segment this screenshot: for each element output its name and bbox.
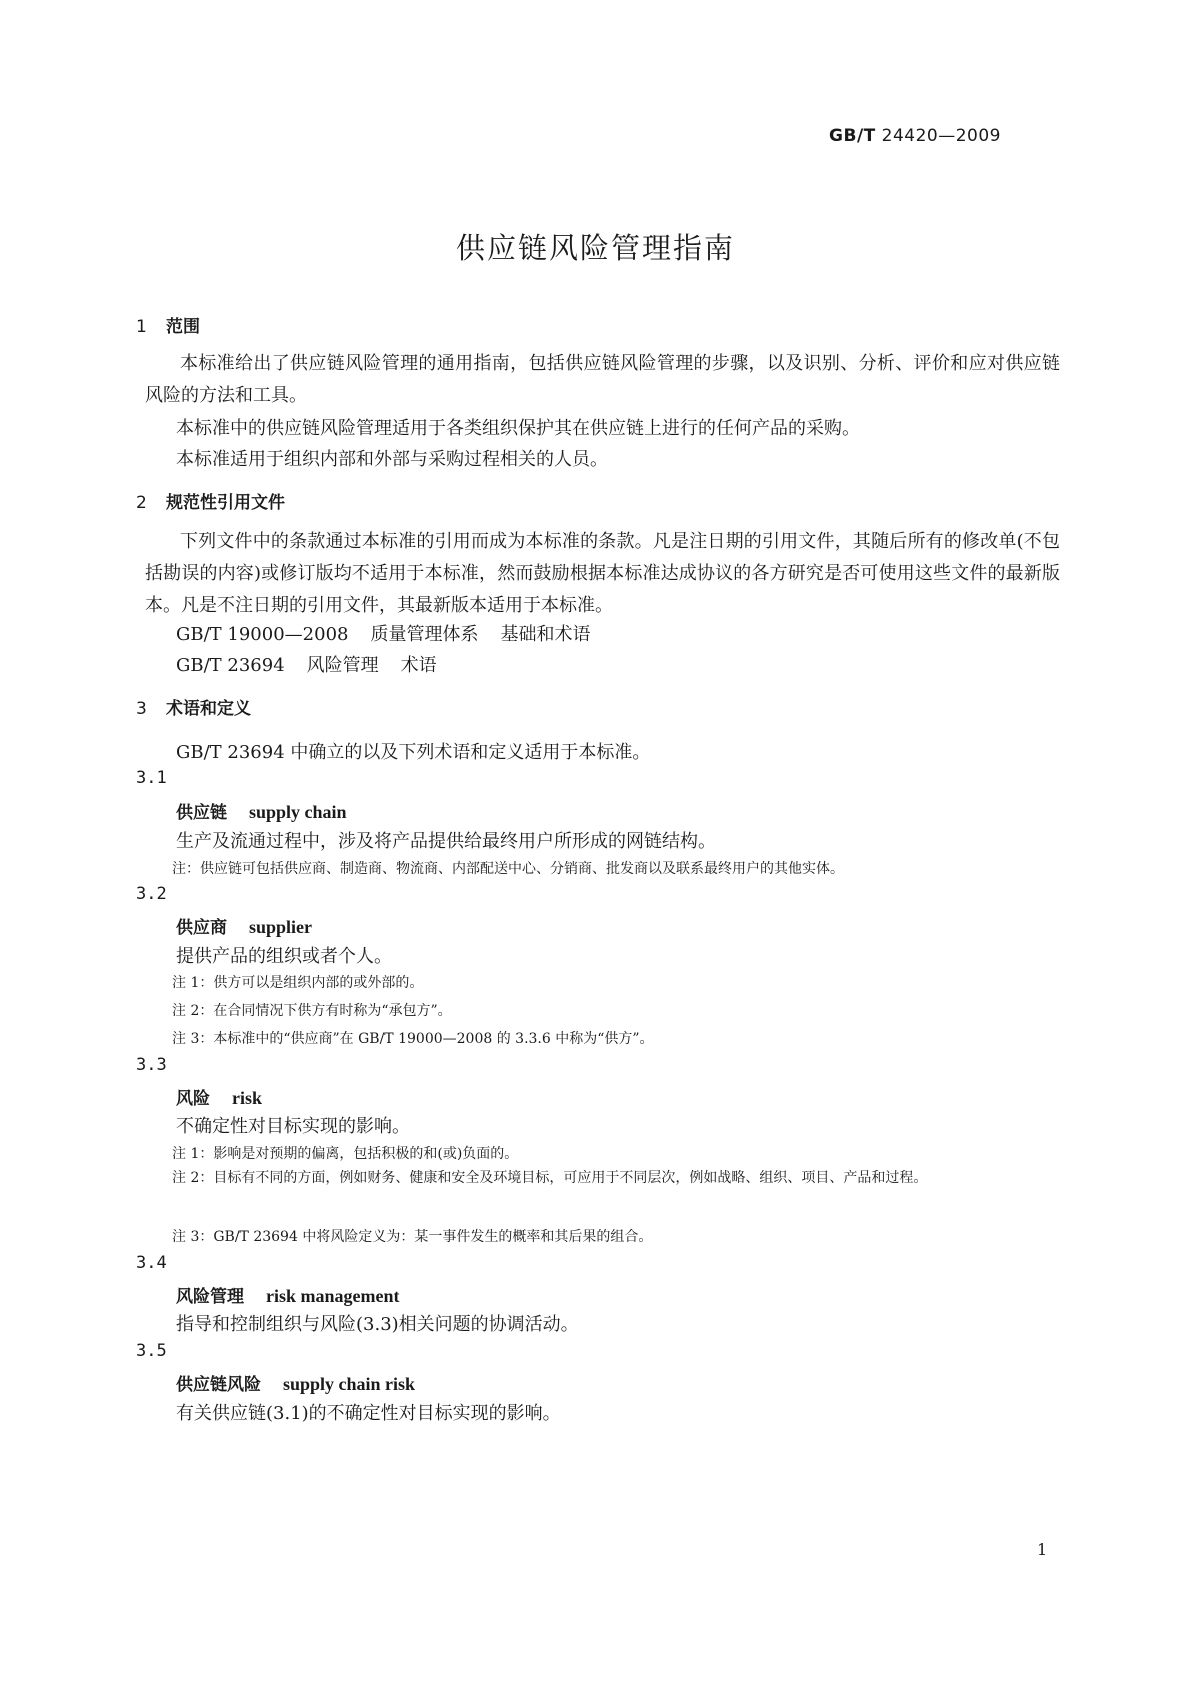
term-note: 注 2：目标有不同的方面，例如财务、健康和安全及环境目标，可应用于不同层次，例如战略、组织、项目、产品和过程。 <box>172 1170 928 1186</box>
term-en: supply chain risk <box>283 1374 416 1394</box>
term-number: 3.5 <box>136 1341 167 1361</box>
standard-code: 24420—2009 <box>881 126 1001 146</box>
term-number: 3.4 <box>136 1253 167 1273</box>
reference-item <box>176 651 437 677</box>
term-zh: 供应链风险 <box>176 1375 261 1395</box>
term-definition <box>176 1399 561 1425</box>
term-note: 注 1：影响是对预期的偏离，包括积极的和(或)负面的。 <box>172 1146 519 1162</box>
term-number: 3.2 <box>136 884 167 904</box>
standard-number <box>829 126 1001 146</box>
term-number: 3.3 <box>136 1055 167 1075</box>
reference-title-b: 术语 <box>400 655 437 676</box>
terms-intro: GB/T 23694 中确立的以及下列术语和定义适用于本标准。 <box>176 742 651 763</box>
section-number: 1 <box>136 317 147 337</box>
definition-text: 有关 <box>176 1403 212 1424</box>
term-definition: 提供产品的组织或者个人。 <box>176 946 392 967</box>
reference-code: GB/T 19000—2008 <box>176 624 349 645</box>
standard-prefix: GB/T <box>829 126 876 146</box>
cross-ref-term: 风险 <box>320 1314 356 1335</box>
term-heading <box>176 1370 415 1395</box>
term-heading <box>176 1282 400 1307</box>
reference-title-a: 质量管理体系 <box>370 624 479 645</box>
references-paragraph: 下列文件中的条款通过本标准的引用而成为本标准的条款。凡是注日期的引用文件，其随后所有的修改单(不包括勘误的内容)或修订版均不适用于本标准，然而鼓励根据本标准达成协议的各方研究是否可使用这些文件的最新版本。凡是不注日期的引用文件，其最新版本适用于本标准。 <box>145 531 1060 616</box>
section-number: 3 <box>136 699 147 719</box>
page-number: 1 <box>1037 1540 1048 1559</box>
term-en: supply chain <box>249 802 347 822</box>
term-definition <box>176 1310 579 1336</box>
definition-text: 指导和控制组织与 <box>176 1314 320 1335</box>
term-note: 注 3：GB/T 23694 中将风险定义为：某一事件发生的概率和其后果的组合。 <box>172 1229 653 1245</box>
term-note: 注：供应链可包括供应商、制造商、物流商、内部配送中心、分销商、批发商以及联系最终用户的其他实体。 <box>172 861 844 877</box>
term-en: risk management <box>266 1286 400 1306</box>
definition-text: (3.3)相关问题的协调活动。 <box>356 1314 579 1335</box>
term-definition: 不确定性对目标实现的影响。 <box>176 1116 410 1137</box>
section-title: 术语和定义 <box>166 699 251 719</box>
term-zh: 风险管理 <box>176 1287 244 1307</box>
reference-title-b: 基础和术语 <box>500 624 591 645</box>
term-zh: 供应商 <box>176 918 227 938</box>
section-heading-terms <box>136 694 251 719</box>
definition-text: (3.1)的不确定性对目标实现的影响。 <box>266 1403 561 1424</box>
term-heading <box>176 798 347 823</box>
term-number: 3.1 <box>136 768 167 788</box>
term-heading <box>176 1084 262 1109</box>
term-en: supplier <box>249 917 313 937</box>
term-zh: 风险 <box>176 1089 210 1109</box>
term-note: 注 3：本标准中的“供应商”在 GB/T 19000—2008 的 3.3.6 中称为“供方”。 <box>172 1031 654 1047</box>
section-heading-scope <box>136 312 200 337</box>
scope-paragraph-2: 本标准中的供应链风险管理适用于各类组织保护其在供应链上进行的任何产品的采购。 <box>176 418 860 439</box>
section-heading-references <box>136 488 285 513</box>
term-definition: 生产及流通过程中，涉及将产品提供给最终用户所形成的网链结构。 <box>176 831 716 852</box>
term-zh: 供应链 <box>176 803 227 823</box>
cross-ref-term: 供应链 <box>212 1403 266 1424</box>
reference-code: GB/T 23694 <box>176 655 285 676</box>
term-en: risk <box>232 1088 263 1108</box>
section-number: 2 <box>136 493 147 513</box>
reference-item <box>176 620 590 646</box>
term-note: 注 2：在合同情况下供方有时称为“承包方”。 <box>172 1003 452 1019</box>
term-heading <box>176 913 312 938</box>
reference-title-a: 风险管理 <box>306 655 379 676</box>
scope-paragraph-3: 本标准适用于组织内部和外部与采购过程相关的人员。 <box>176 449 608 470</box>
document-title: 供应链风险管理指南 <box>455 231 735 265</box>
section-title: 范围 <box>166 317 200 337</box>
scope-paragraph-1: 本标准给出了供应链风险管理的通用指南，包括供应链风险管理的步骤，以及识别、分析、评价和应对供应链风险的方法和工具。 <box>145 353 1060 406</box>
section-title: 规范性引用文件 <box>166 493 285 513</box>
term-note: 注 1：供方可以是组织内部的或外部的。 <box>172 975 424 991</box>
